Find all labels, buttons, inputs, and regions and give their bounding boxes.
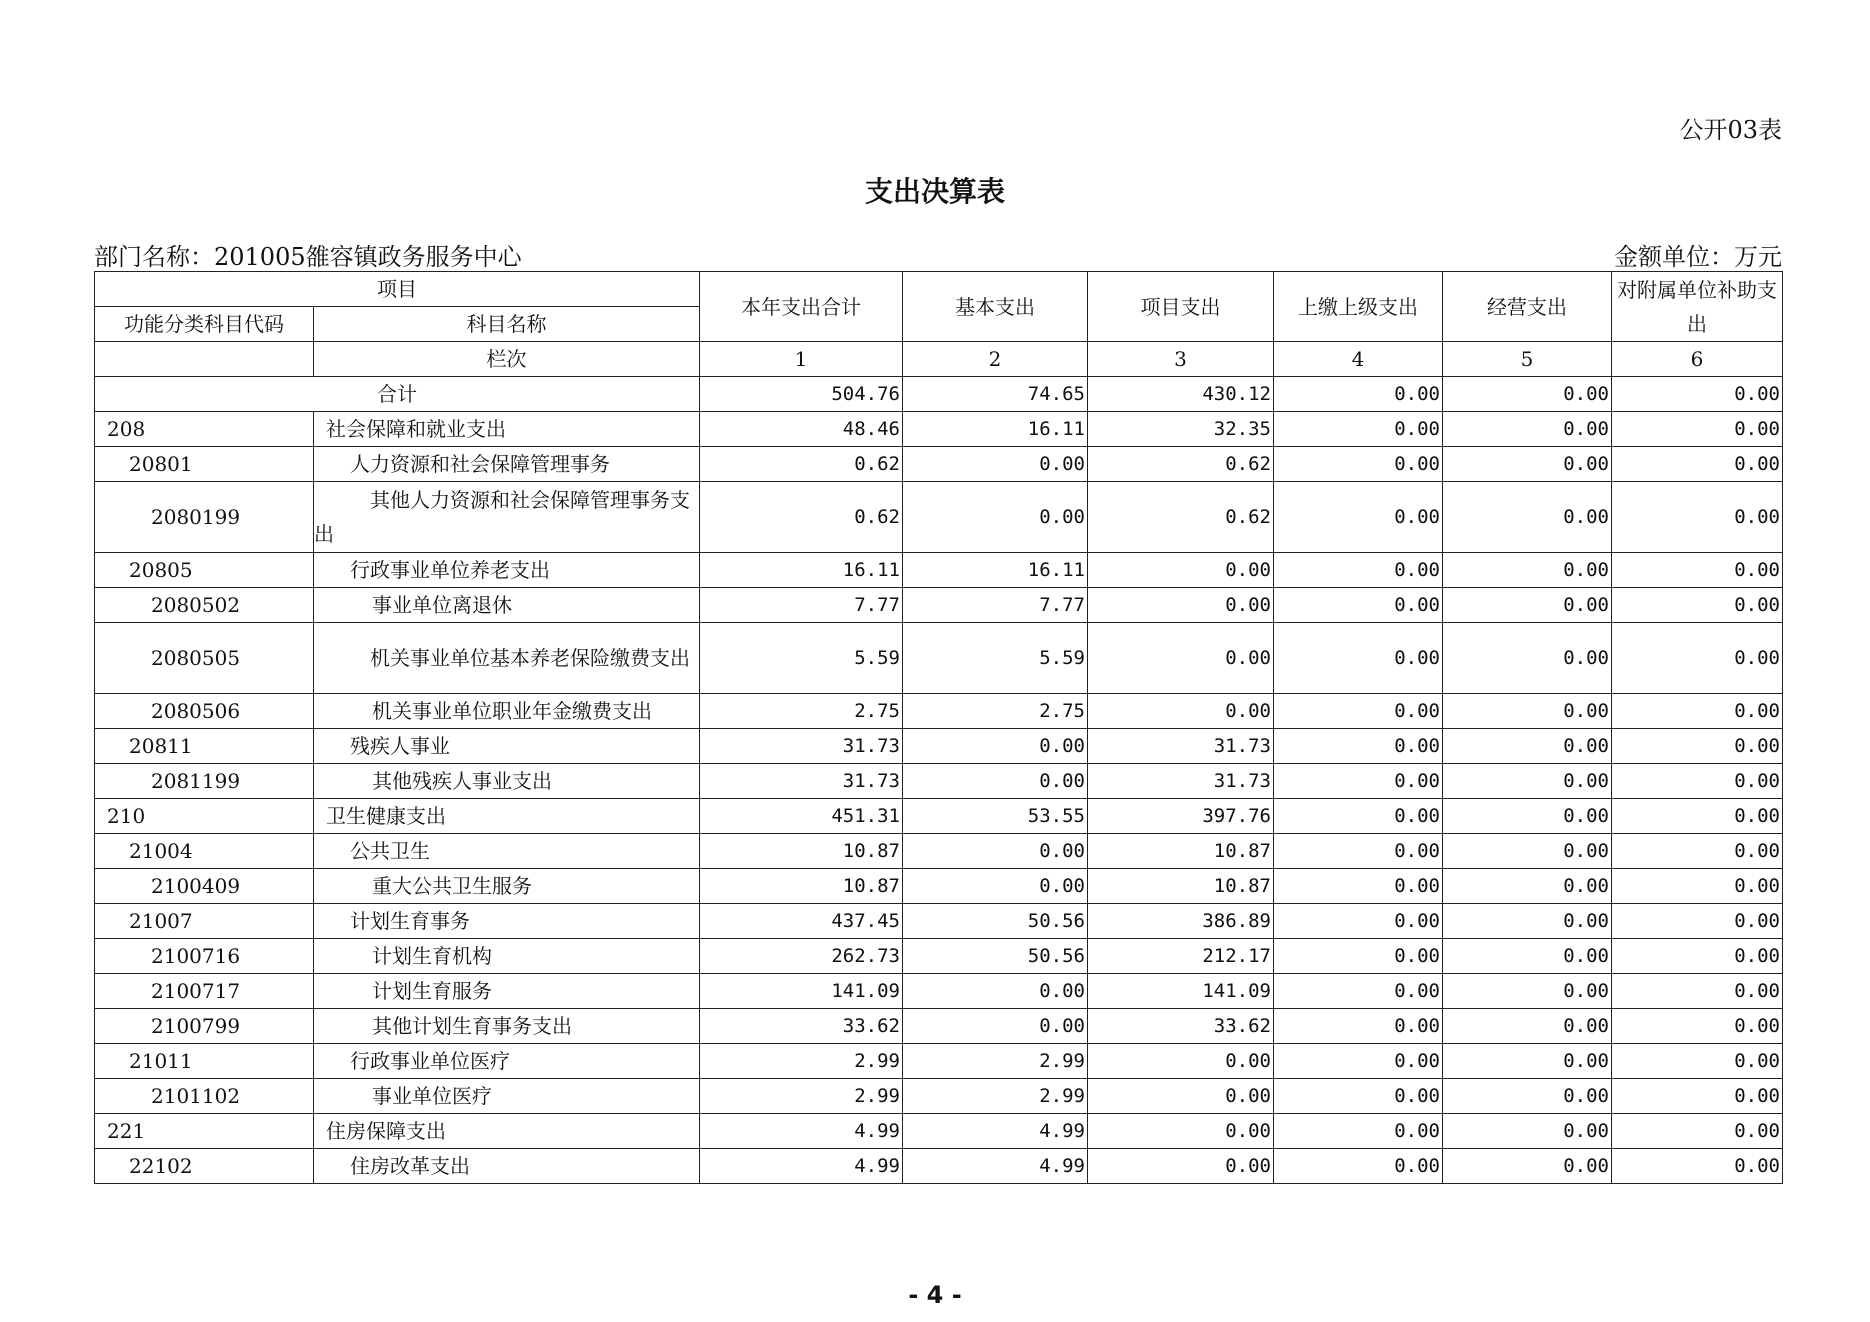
subject-code: 2080199 (95, 482, 314, 553)
page-title: 支出决算表 (864, 175, 1005, 208)
amount-cell: 0.00 (1443, 1009, 1612, 1044)
amount-cell: 5.59 (903, 623, 1088, 694)
amount-cell: 141.09 (700, 974, 903, 1009)
amount-cell: 32.35 (1088, 412, 1274, 447)
subject-name: 社会保障和就业支出 (314, 412, 700, 447)
amount-cell: 0.00 (1612, 623, 1783, 694)
amount-cell: 0.00 (1274, 588, 1443, 623)
amount-cell: 48.46 (700, 412, 903, 447)
amount-cell: 33.62 (700, 1009, 903, 1044)
amount-cell: 0.00 (1274, 482, 1443, 553)
amount-cell: 0.00 (1612, 834, 1783, 869)
subject-name: 机关事业单位职业年金缴费支出 (314, 694, 700, 729)
amount-cell: 0.00 (903, 764, 1088, 799)
subject-code: 2080506 (95, 694, 314, 729)
amount-cell: 0.00 (1443, 904, 1612, 939)
amount-cell: 4.99 (700, 1149, 903, 1184)
col-num: 5 (1443, 342, 1612, 377)
amount-cell: 0.00 (1612, 412, 1783, 447)
total-value: 0.00 (1274, 377, 1443, 412)
amount-cell: 53.55 (903, 799, 1088, 834)
table-row (95, 447, 1783, 482)
department-name: 部门名称：201005雒容镇政务服务中心 (94, 243, 522, 271)
subject-name: 其他人力资源和社会保障管理事务支出 (314, 482, 700, 553)
subject-code: 2080505 (95, 623, 314, 694)
amount-cell: 0.00 (1088, 1114, 1274, 1149)
amount-cell: 16.11 (903, 553, 1088, 588)
subject-name: 卫生健康支出 (314, 799, 700, 834)
amount-cell: 0.00 (903, 974, 1088, 1009)
amount-cell: 0.00 (1443, 482, 1612, 553)
subject-code: 2100716 (95, 939, 314, 974)
amount-cell: 31.73 (1088, 729, 1274, 764)
total-label: 合计 (95, 377, 700, 412)
subject-code: 2101102 (95, 1079, 314, 1114)
amount-cell: 0.00 (1612, 869, 1783, 904)
subject-code: 21004 (95, 834, 314, 869)
amount-cell: 0.00 (1612, 694, 1783, 729)
subject-code: 20805 (95, 553, 314, 588)
amount-cell: 0.00 (1274, 447, 1443, 482)
col-num: 6 (1612, 342, 1783, 377)
col-num: 4 (1274, 342, 1443, 377)
amount-cell: 437.45 (700, 904, 903, 939)
subject-name: 行政事业单位养老支出 (314, 553, 700, 588)
amount-cell: 7.77 (700, 588, 903, 623)
amount-cell: 0.00 (1088, 694, 1274, 729)
amount-cell: 0.00 (903, 482, 1088, 553)
amount-cell: 0.00 (903, 834, 1088, 869)
amount-cell: 0.00 (1274, 729, 1443, 764)
header-blank-cell (95, 342, 314, 377)
amount-cell: 0.00 (1088, 623, 1274, 694)
amount-cell: 7.77 (903, 588, 1088, 623)
amount-cell: 0.00 (1612, 588, 1783, 623)
amount-cell: 50.56 (903, 939, 1088, 974)
subject-name: 重大公共卫生服务 (314, 869, 700, 904)
col-num: 1 (700, 342, 903, 377)
subject-code: 221 (95, 1114, 314, 1149)
amount-cell: 10.87 (700, 869, 903, 904)
subject-name: 事业单位离退休 (314, 588, 700, 623)
table-row (95, 1044, 1783, 1079)
subject-code: 20801 (95, 447, 314, 482)
amount-cell: 141.09 (1088, 974, 1274, 1009)
amount-cell: 33.62 (1088, 1009, 1274, 1044)
amount-cell: 0.00 (1088, 1044, 1274, 1079)
subject-name: 机关事业单位基本养老保险缴费支出 (314, 623, 700, 694)
subject-name: 住房保障支出 (314, 1114, 700, 1149)
header-subsidy: 对附属单位补助支出 (1612, 272, 1783, 342)
table-row (95, 1009, 1783, 1044)
header-name: 科目名称 (314, 307, 700, 342)
amount-cell: 0.62 (1088, 447, 1274, 482)
amount-cell: 0.00 (1612, 1079, 1783, 1114)
table-row (95, 729, 1783, 764)
table-row (95, 412, 1783, 447)
header-remit: 上缴上级支出 (1274, 272, 1443, 342)
total-value: 74.65 (903, 377, 1088, 412)
subject-code: 2081199 (95, 764, 314, 799)
amount-cell: 0.00 (1443, 1079, 1612, 1114)
form-number: 公开03表 (1679, 116, 1782, 144)
amount-cell: 0.62 (700, 482, 903, 553)
col-num: 3 (1088, 342, 1274, 377)
table-row (95, 694, 1783, 729)
amount-cell: 0.00 (1443, 694, 1612, 729)
amount-cell: 16.11 (700, 553, 903, 588)
amount-cell: 2.99 (903, 1079, 1088, 1114)
total-value: 504.76 (700, 377, 903, 412)
amount-cell: 0.00 (1612, 729, 1783, 764)
amount-cell: 2.99 (700, 1044, 903, 1079)
amount-cell: 0.00 (1612, 764, 1783, 799)
amount-cell: 0.00 (1443, 729, 1612, 764)
amount-cell: 0.00 (1274, 1044, 1443, 1079)
amount-cell: 0.00 (1612, 974, 1783, 1009)
amount-cell: 2.99 (700, 1079, 903, 1114)
amount-cell: 0.62 (700, 447, 903, 482)
amount-cell: 4.99 (700, 1114, 903, 1149)
subject-code: 20811 (95, 729, 314, 764)
amount-cell: 0.00 (1274, 553, 1443, 588)
table-row (95, 1149, 1783, 1184)
amount-cell: 0.00 (1612, 482, 1783, 553)
table-row (95, 904, 1783, 939)
amount-cell: 0.00 (1274, 799, 1443, 834)
amount-cell: 0.00 (1274, 1149, 1443, 1184)
header-code: 功能分类科目代码 (95, 307, 314, 342)
table-row (95, 482, 1783, 553)
amount-cell: 10.87 (1088, 834, 1274, 869)
amount-cell: 16.11 (903, 412, 1088, 447)
amount-cell: 0.00 (1443, 939, 1612, 974)
subject-name: 行政事业单位医疗 (314, 1044, 700, 1079)
amount-cell: 50.56 (903, 904, 1088, 939)
subject-code: 21007 (95, 904, 314, 939)
expenditure-table (94, 271, 1783, 1184)
subject-code: 22102 (95, 1149, 314, 1184)
amount-cell: 10.87 (1088, 869, 1274, 904)
total-row (95, 377, 1783, 412)
header-business: 经营支出 (1443, 272, 1612, 342)
table-row (95, 623, 1783, 694)
amount-cell: 10.87 (700, 834, 903, 869)
header-project: 项目支出 (1088, 272, 1274, 342)
amount-cell: 31.73 (700, 729, 903, 764)
amount-cell: 262.73 (700, 939, 903, 974)
amount-cell: 0.00 (1443, 623, 1612, 694)
amount-cell: 0.00 (1274, 412, 1443, 447)
amount-cell: 0.00 (1612, 447, 1783, 482)
total-value: 0.00 (1612, 377, 1783, 412)
table-row (95, 869, 1783, 904)
amount-cell: 0.00 (1612, 1114, 1783, 1149)
subject-name: 其他残疾人事业支出 (314, 764, 700, 799)
total-value: 0.00 (1443, 377, 1612, 412)
table-row (95, 553, 1783, 588)
amount-cell: 31.73 (700, 764, 903, 799)
amount-cell: 397.76 (1088, 799, 1274, 834)
table-row (95, 834, 1783, 869)
header-col-label: 栏次 (314, 342, 700, 377)
col-num: 2 (903, 342, 1088, 377)
page-number: - 4 - (908, 1281, 962, 1309)
amount-cell: 0.00 (1088, 588, 1274, 623)
subject-code: 210 (95, 799, 314, 834)
amount-cell: 0.00 (1274, 1079, 1443, 1114)
amount-cell: 0.00 (903, 869, 1088, 904)
subject-name: 计划生育服务 (314, 974, 700, 1009)
amount-cell: 0.00 (1274, 869, 1443, 904)
amount-cell: 0.00 (1612, 939, 1783, 974)
amount-cell: 0.00 (1443, 412, 1612, 447)
amount-cell: 2.99 (903, 1044, 1088, 1079)
amount-cell: 0.00 (1274, 939, 1443, 974)
amount-cell: 0.00 (1443, 834, 1612, 869)
table-row (95, 799, 1783, 834)
subject-code: 2080502 (95, 588, 314, 623)
amount-cell: 0.00 (1274, 694, 1443, 729)
header-item: 项目 (95, 272, 700, 307)
amount-cell: 0.00 (1443, 1044, 1612, 1079)
subject-code: 2100799 (95, 1009, 314, 1044)
amount-cell: 0.00 (1088, 1079, 1274, 1114)
amount-cell: 0.00 (1443, 869, 1612, 904)
subject-code: 2100717 (95, 974, 314, 1009)
amount-cell: 0.00 (1274, 764, 1443, 799)
amount-cell: 0.00 (1443, 588, 1612, 623)
amount-cell: 0.00 (1088, 1149, 1274, 1184)
subject-name: 人力资源和社会保障管理事务 (314, 447, 700, 482)
table-row (95, 588, 1783, 623)
amount-cell: 4.99 (903, 1114, 1088, 1149)
amount-cell: 2.75 (700, 694, 903, 729)
amount-cell: 0.00 (1612, 553, 1783, 588)
table-row (95, 1079, 1783, 1114)
amount-cell: 0.00 (1274, 1114, 1443, 1149)
amount-unit: 金额单位：万元 (1614, 243, 1782, 271)
subject-name: 残疾人事业 (314, 729, 700, 764)
amount-cell: 0.00 (1443, 553, 1612, 588)
header-basic: 基本支出 (903, 272, 1088, 342)
amount-cell: 0.00 (1274, 623, 1443, 694)
subject-code: 208 (95, 412, 314, 447)
amount-cell: 0.00 (1443, 974, 1612, 1009)
subject-code: 21011 (95, 1044, 314, 1079)
amount-cell: 0.00 (1274, 1009, 1443, 1044)
amount-cell: 0.00 (1612, 1044, 1783, 1079)
amount-cell: 0.00 (1443, 1114, 1612, 1149)
amount-cell: 0.00 (1612, 1009, 1783, 1044)
table-row (95, 939, 1783, 974)
amount-cell: 0.00 (1274, 974, 1443, 1009)
amount-cell: 0.00 (1443, 447, 1612, 482)
amount-cell: 0.00 (1612, 1149, 1783, 1184)
amount-cell: 0.00 (1274, 904, 1443, 939)
amount-cell: 5.59 (700, 623, 903, 694)
amount-cell: 0.00 (1088, 553, 1274, 588)
amount-cell: 451.31 (700, 799, 903, 834)
subject-name: 计划生育机构 (314, 939, 700, 974)
total-value: 430.12 (1088, 377, 1274, 412)
subject-name: 其他计划生育事务支出 (314, 1009, 700, 1044)
amount-cell: 0.62 (1088, 482, 1274, 553)
amount-cell: 0.00 (903, 729, 1088, 764)
amount-cell: 4.99 (903, 1149, 1088, 1184)
amount-cell: 31.73 (1088, 764, 1274, 799)
subject-name: 公共卫生 (314, 834, 700, 869)
amount-cell: 386.89 (1088, 904, 1274, 939)
table-row (95, 974, 1783, 1009)
table-row (95, 1114, 1783, 1149)
table-row (95, 764, 1783, 799)
header-total: 本年支出合计 (700, 272, 903, 342)
subject-name: 事业单位医疗 (314, 1079, 700, 1114)
amount-cell: 0.00 (1612, 904, 1783, 939)
amount-cell: 212.17 (1088, 939, 1274, 974)
amount-cell: 0.00 (903, 447, 1088, 482)
amount-cell: 0.00 (1443, 764, 1612, 799)
amount-cell: 0.00 (1443, 799, 1612, 834)
amount-cell: 2.75 (903, 694, 1088, 729)
amount-cell: 0.00 (1612, 799, 1783, 834)
subject-name: 住房改革支出 (314, 1149, 700, 1184)
amount-cell: 0.00 (1443, 1149, 1612, 1184)
subject-name: 计划生育事务 (314, 904, 700, 939)
subject-code: 2100409 (95, 869, 314, 904)
amount-cell: 0.00 (1274, 834, 1443, 869)
amount-cell: 0.00 (903, 1009, 1088, 1044)
